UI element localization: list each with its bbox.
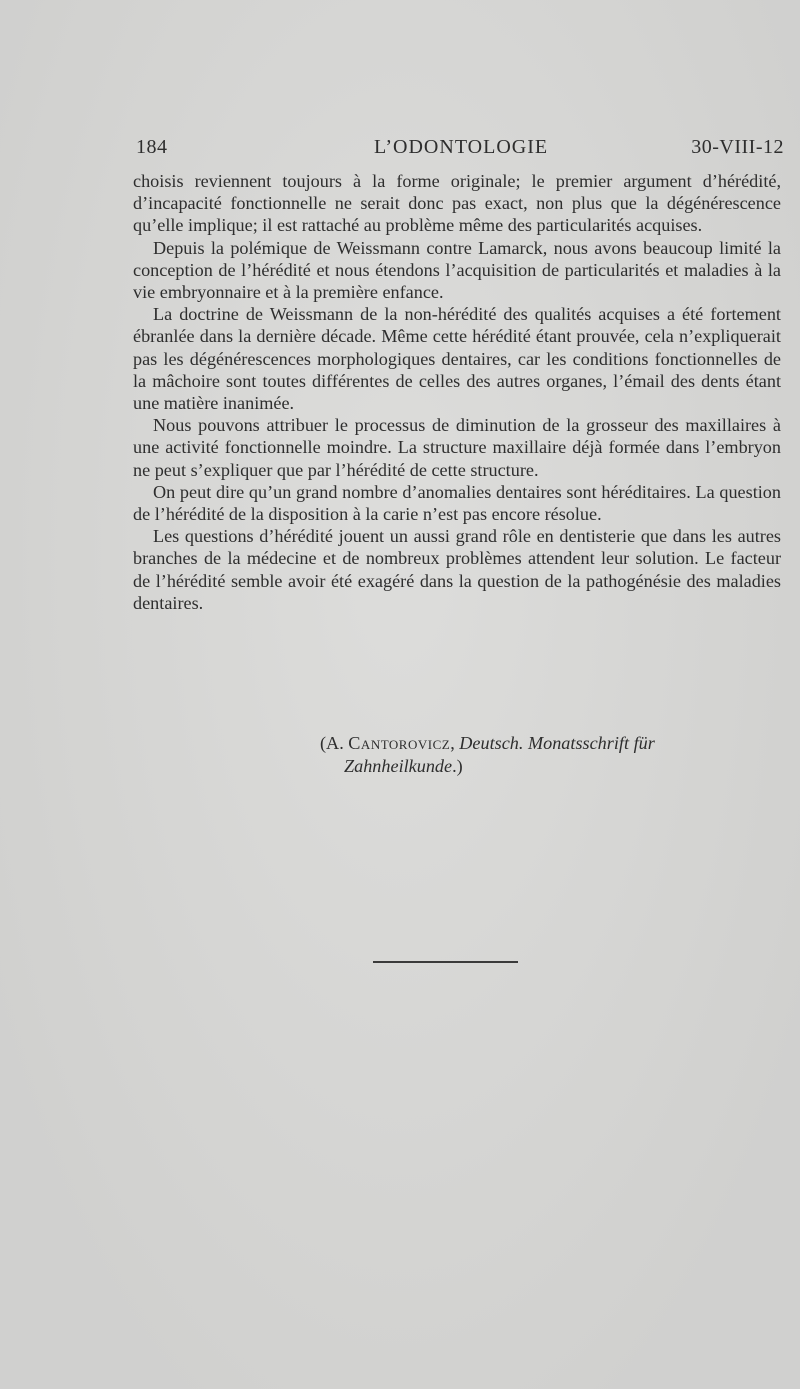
citation-open: (A. xyxy=(320,733,349,753)
section-divider xyxy=(373,961,518,963)
paragraph: Nous pouvons attribuer le processus de diminution de la grosseur des maxillaires à une activité fonctionnelle moindre. La structure maxillaire déjà formée dans l’embryon ne peut s’expliquer que par l’hérédité de cette structure. xyxy=(133,415,781,480)
citation-separator: , xyxy=(450,733,460,753)
journal-title: L’ODONTOLOGIE xyxy=(374,136,549,158)
running-header xyxy=(136,136,784,166)
paragraph: Les questions d’hérédité jouent un aussi grand rôle en dentisterie que dans les autres branches de la médecine et de nombreux problèmes attendent leur solution. Le facteur de l’hérédité semble avoir été exagéré dans la question de la pathogénésie des maladies dentaires. xyxy=(133,526,781,613)
body-text xyxy=(133,170,781,614)
citation-journal-continued xyxy=(320,755,780,778)
citation-author: Cantorovicz xyxy=(348,733,451,753)
paragraph: choisis reviennent toujours à la forme originale; le premier argument d’hérédité, d’incapacité fonctionnelle ne serait donc pas exact, non plus que la dégénérescence qu’elle implique; il est rattaché au problème même des particularités acquises. xyxy=(133,171,781,236)
paragraph: On peut dire qu’un grand nombre d’anomalies dentaires sont héréditaires. La question de l’hérédité de la disposition à la carie n’est pas encore résolue. xyxy=(133,481,781,525)
issue-date: 30-VIII-12 xyxy=(691,136,784,158)
citation-journal: Deutsch. Monatsschrift für xyxy=(459,733,655,753)
page-number: 184 xyxy=(136,136,168,158)
paragraph: Depuis la polémique de Weissmann contre Lamarck, nous avons beaucoup limité la conception de l’hérédité et nous étendons l’acquisition de particularités et maladies à la vie embryonnaire et à la première enfance. xyxy=(133,237,781,303)
citation-close: .) xyxy=(452,755,463,776)
paragraph: La doctrine de Weissmann de la non-hérédité des qualités acquises a été fortement ébranlée dans la dernière décade. Même cette hérédité étant prouvée, cela n’expliquerait pas les dégénérescences morphologiques dentaires, car les conditions fonctionnelles de la mâchoire sont toutes différentes de celles des autres organes, l’émail des dents étant une matière inanimée. xyxy=(133,304,781,414)
citation-journal-name: Zahnheilkunde xyxy=(344,755,453,776)
source-citation xyxy=(320,732,780,777)
